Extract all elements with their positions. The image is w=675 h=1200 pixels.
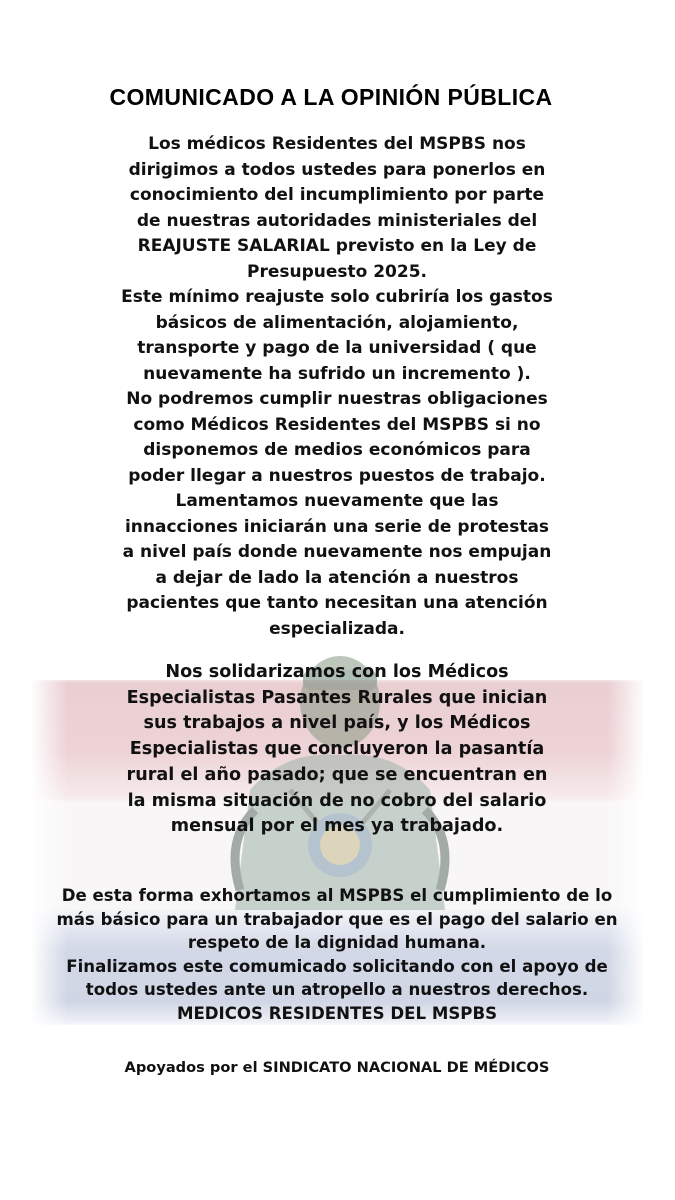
paragraph-residents-statement [92, 132, 582, 642]
text-line: como Médicos Residentes del MSPBS si no [133, 414, 541, 435]
text-line: respeto de la dignidad humana. [187, 933, 487, 953]
text-line: básicos de alimentación, alojamiento, [155, 312, 519, 333]
text-line: conocimiento del incumplimiento por parte [129, 185, 545, 205]
text-line: disponemos de medios económicos para [143, 440, 531, 460]
text-line: a dejar de lado la atención a nuestros [155, 567, 519, 588]
text-line: No podremos cumplir nuestras obligaciones [126, 389, 548, 409]
text-line: todos ustedes ante un atropello a nuestros derechos. [85, 980, 589, 1000]
text-line: Lamentamos nuevamente que las [175, 491, 499, 511]
text-line: Nos solidarizamos con los Médicos [165, 662, 509, 682]
text-line: la misma situación de no cobro del salario [127, 790, 547, 811]
text-line: a nivel país donde nuevamente nos empujan [122, 542, 552, 562]
text-line: poder llegar a nuestros puestos de trabajo. [128, 465, 546, 486]
text-line: Especialistas Pasantes Rurales que inician [126, 687, 548, 708]
signature-line: MEDICOS RESIDENTES DEL MSPBS [176, 1003, 498, 1023]
text-line: sus trabajos a nivel país, y los Médicos [143, 713, 531, 734]
paragraph-exhortation [26, 884, 648, 1026]
text-line: Los médicos Residentes del MSPBS nos [148, 134, 526, 154]
text-line: dirigimos a todos ustedes para ponerlos en [128, 159, 546, 180]
text-line: Especialistas que concluyeron la pasantía [129, 739, 545, 760]
text-line: nuevamente ha sufrido un incremento ). [143, 363, 531, 384]
text-line: De esta forma exhortamos al MSPBS el cumplimiento de lo [61, 886, 613, 905]
text-line: pacientes que tanto necesitan una atención [126, 593, 548, 613]
text-line: de nuestras autoridades ministeriales del [136, 210, 538, 231]
text-line: especializada. [269, 618, 405, 639]
text-line: Finalizamos este comumicado solicitando con el apoyo de [66, 956, 608, 976]
text-line: transporte y pago de la universidad ( que [137, 338, 537, 358]
text-line: más básico para un trabajador que es el pago del salario en [56, 909, 618, 929]
text-line: Este mínimo reajuste solo cubriría los gastos [121, 287, 553, 307]
paragraph-solidarity [78, 660, 596, 840]
text-line: mensual por el mes ya trabajado. [170, 816, 504, 837]
text-line: Presupuesto 2025. [246, 261, 427, 282]
document-title: COMUNICADO A LA OPINIÓN PÚBLICA [109, 84, 553, 110]
footer-support-line: Apoyados por el SINDICATO NACIONAL DE MÉDICOS [124, 1059, 550, 1076]
text-line: rural el año pasado; que se encuentran en [126, 764, 548, 785]
text-line: REAJUSTE SALARIAL previsto en la Ley de [137, 236, 537, 256]
text-line: innacciones iniciarán una serie de protestas [124, 516, 550, 537]
